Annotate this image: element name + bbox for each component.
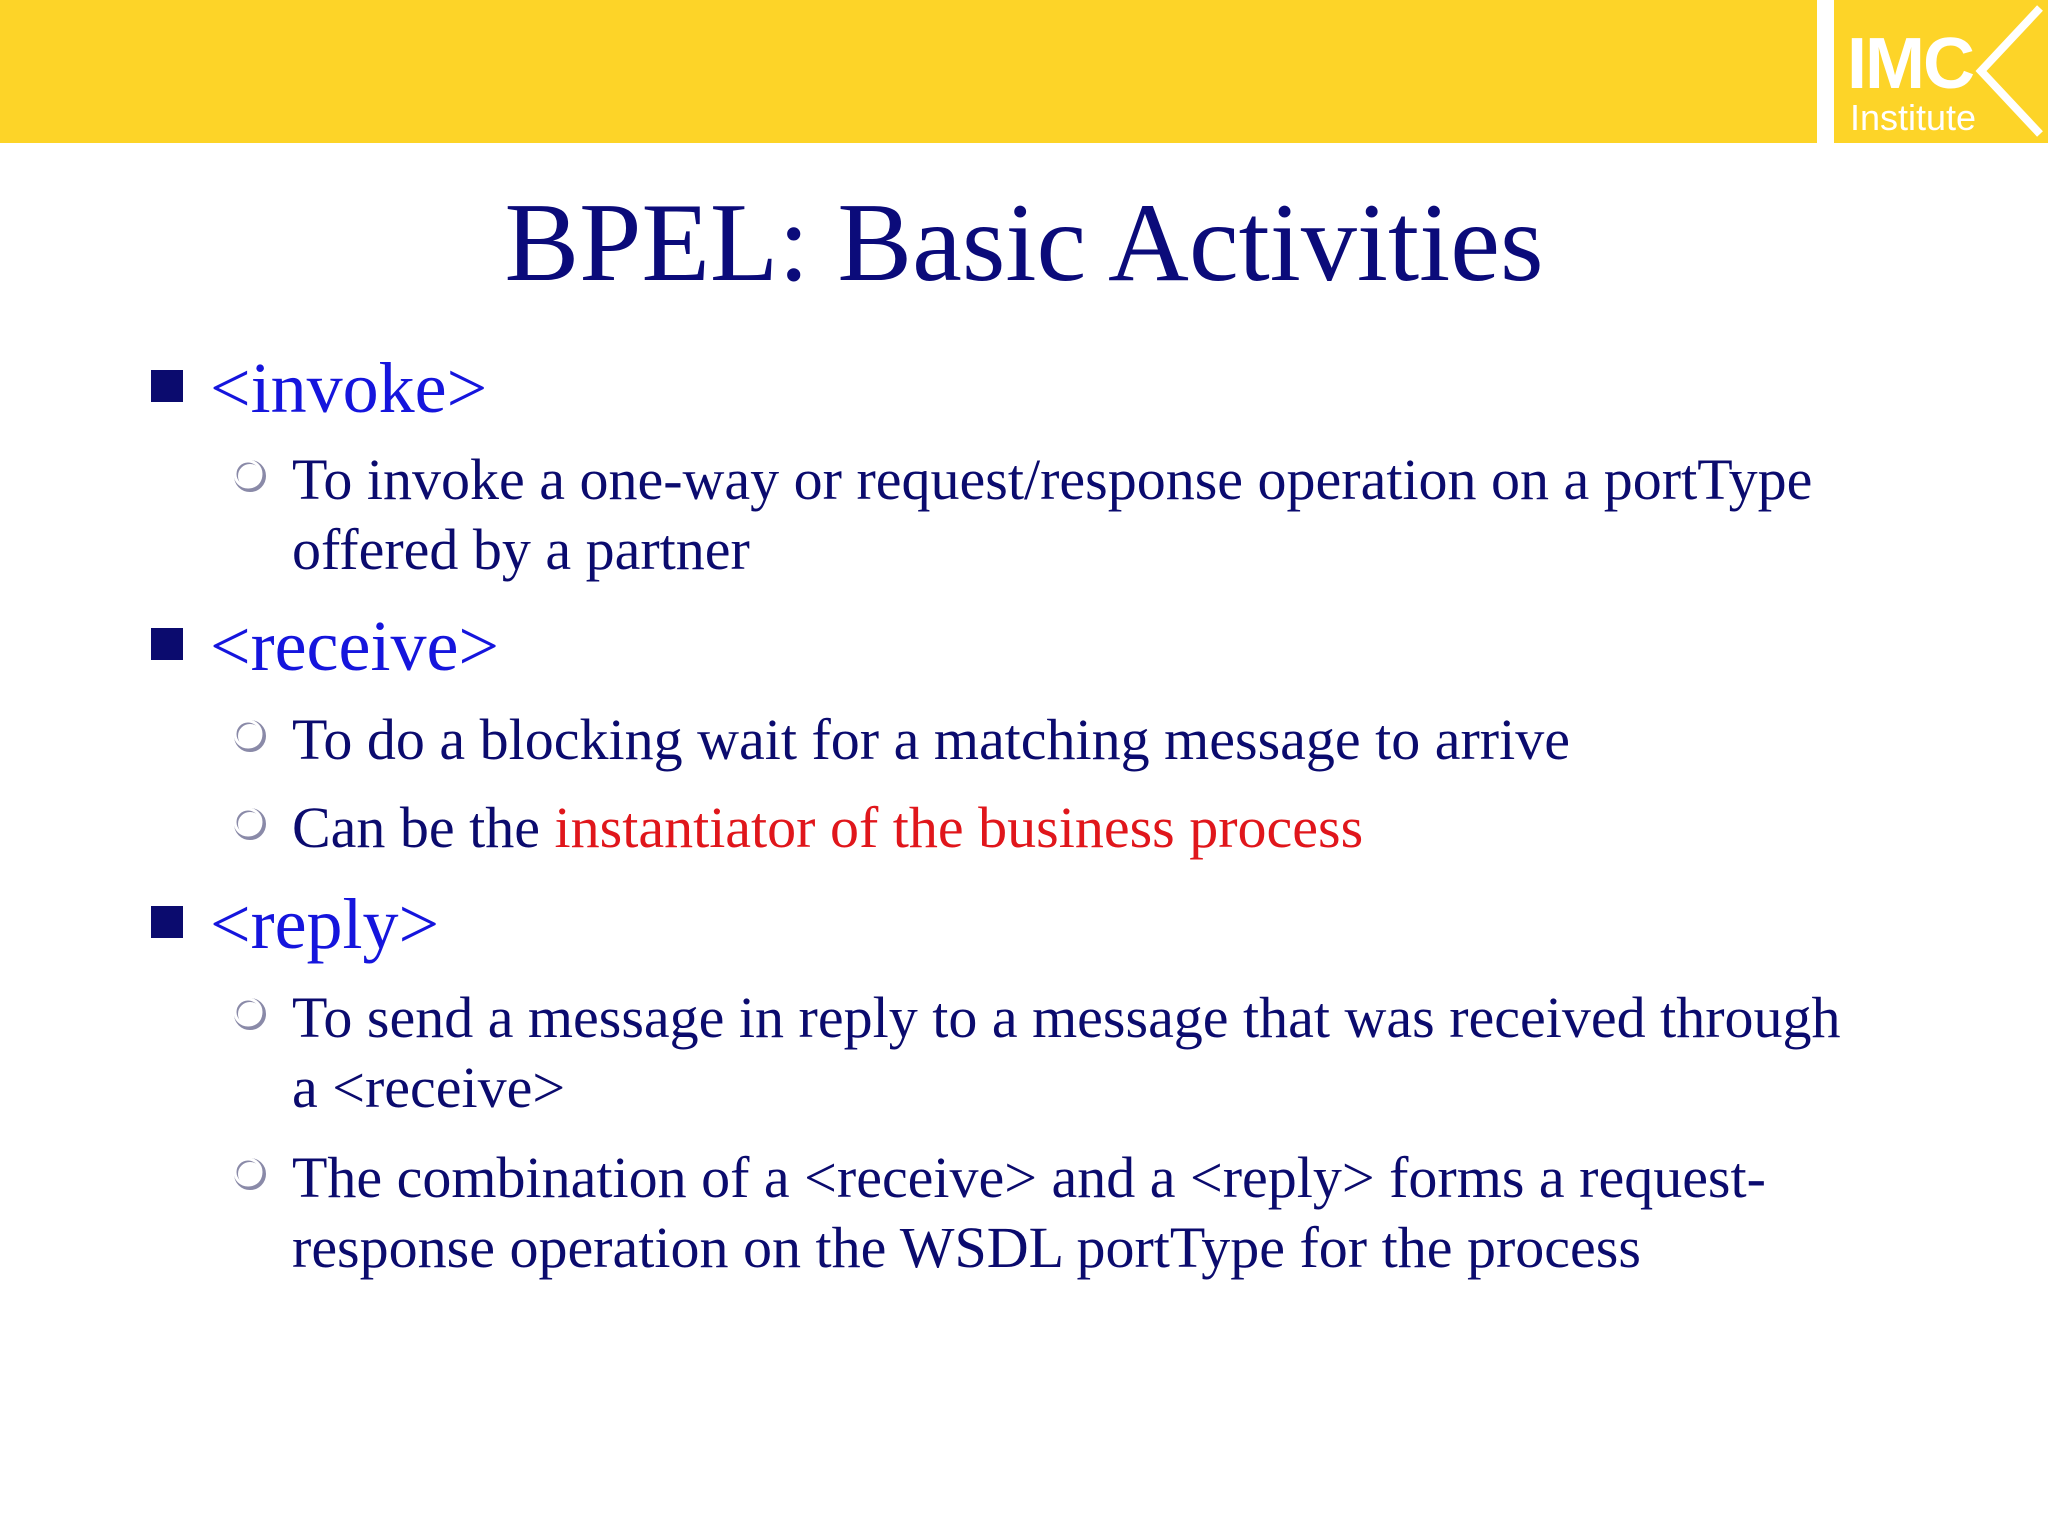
logo-sub-text: Institute	[1850, 97, 1977, 138]
ring-bullet-icon	[229, 994, 269, 1034]
receive-description: To do a blocking wait for a matching message to arrive	[292, 707, 1570, 772]
square-bullet-icon	[151, 906, 183, 938]
ring-bullet-icon	[229, 716, 269, 756]
header-band	[0, 0, 1817, 143]
ring-bullet-icon	[229, 804, 269, 844]
receive-instantiator-note	[292, 793, 1852, 863]
logo-main-text: IMC	[1847, 24, 1973, 104]
square-bullet-icon	[151, 628, 183, 660]
slide-title: BPEL: Basic Activities	[504, 181, 1544, 305]
activity-receive: <receive>	[210, 606, 500, 686]
ring-bullet-icon	[229, 456, 269, 496]
instantiator-plain-text: Can be the	[292, 795, 555, 860]
reply-description: To send a message in reply to a message that was received through a <receive>	[292, 985, 1841, 1120]
activity-reply: <reply>	[210, 884, 440, 964]
activity-invoke: <invoke>	[210, 348, 488, 428]
instantiator-highlight-text: instantiator of the business process	[554, 795, 1364, 860]
receive-reply-combination: The combination of a <receive> and a <reply> forms a request-response operation on the WSDL portType for the process	[292, 1145, 1766, 1280]
logo-chevron-icon	[1834, 0, 2048, 143]
ring-bullet-icon	[229, 1154, 269, 1194]
square-bullet-icon	[151, 370, 183, 402]
imc-institute-logo	[1834, 0, 2048, 143]
invoke-description: To invoke a one-way or request/response operation on a portType offered by a partner	[292, 447, 1813, 582]
